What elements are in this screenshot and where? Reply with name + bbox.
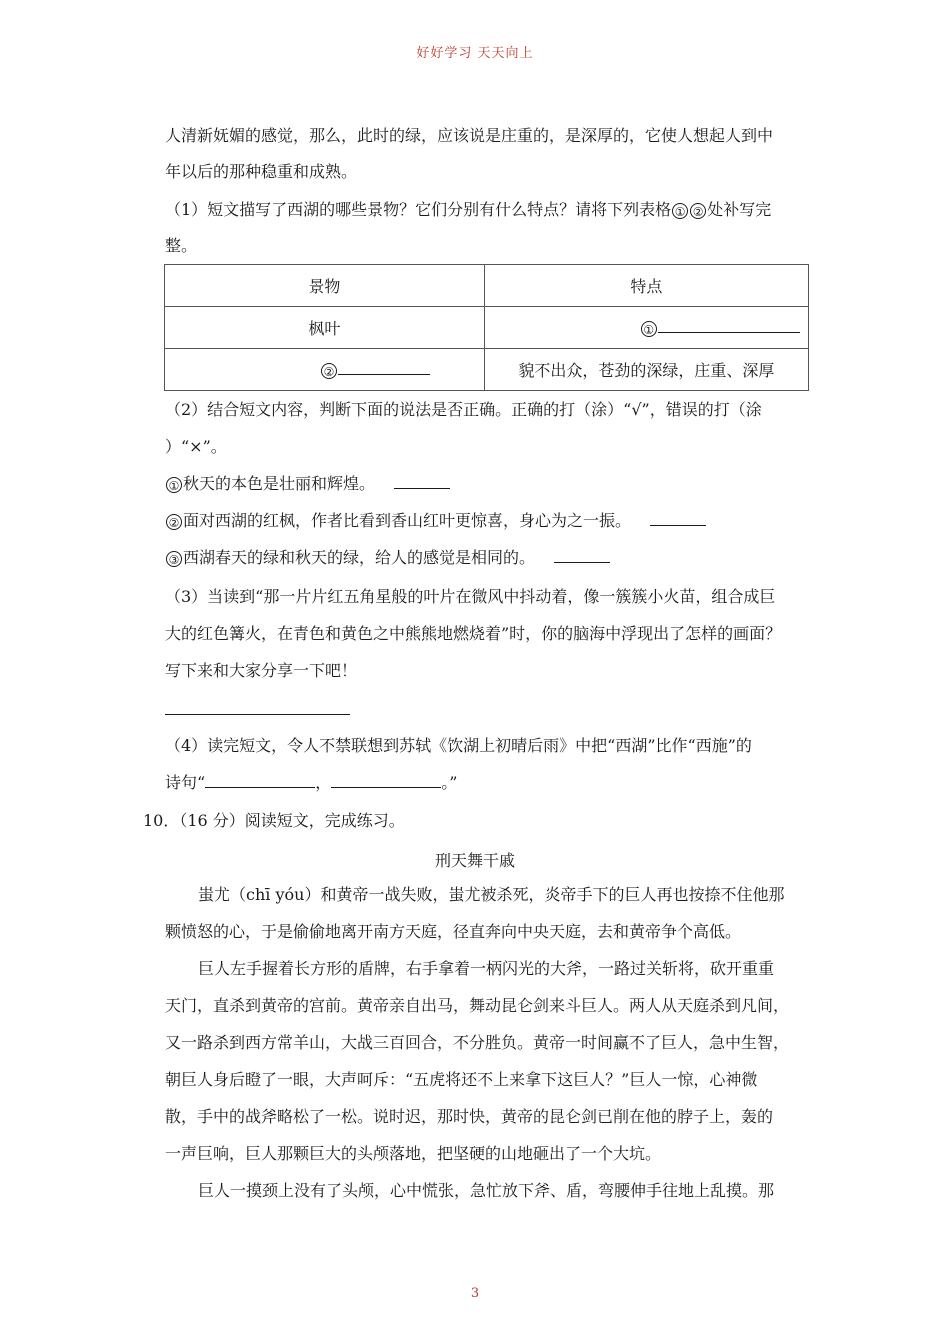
table-cell-blank-2[interactable]: [165, 349, 485, 391]
story-line: 散，手中的战斧略松了一松。说时迟，那时快，黄帝的昆仑剑已削在他的脖子上，轰的: [165, 1107, 774, 1126]
question-2-prompt: （2）结合短文内容，判断下面的说法是否正确。正确的打（涂）“√”，错误的打（涂: [165, 400, 762, 419]
table-row: [165, 349, 809, 391]
table-cell-blank-1[interactable]: [484, 307, 808, 349]
judgement-item-1: [165, 474, 810, 494]
story-line: 朝巨人身后瞪了一眼，大声呵斥：“五虎将还不上来拿下这巨人？”巨人一惊，心神微: [165, 1070, 758, 1089]
poem-prefix: 诗句“: [165, 773, 206, 792]
circled-number-1: ①: [672, 203, 688, 219]
story-line: 颗愤怒的心，于是偷偷地离开南方天庭，径直奔向中央天庭，去和黄帝争个高低。: [165, 922, 742, 941]
story-line: 天门，直杀到黄帝的宫前。黄帝亲自出马，舞动昆仑剑来斗巨人。两人从天庭杀到凡间，: [165, 996, 790, 1015]
table-header-scenery: 景物: [165, 265, 485, 307]
story-line: 巨人一摸颈上没有了头颅，心中慌张，急忙放下斧、盾，弯腰伸手往地上乱摸。那: [198, 1181, 775, 1200]
judgement-item-2: [165, 511, 810, 531]
table-cell-evergreen-feature: 貌不出众，苍劲的深绿，庄重、深厚: [484, 349, 808, 391]
circled-number-2: ②: [321, 363, 337, 379]
story-line: 巨人左手握着长方形的盾牌，右手拿着一柄闪光的大斧，一路过关斩将，砍开重重: [198, 959, 775, 978]
header-slogan: 好好学习 天天向上: [416, 46, 534, 61]
circled-number-1: ①: [641, 321, 657, 337]
table-cell-maple-leaf: 枫叶: [165, 307, 485, 349]
judgement-text: 西湖春天的绿和秋天的绿，给人的感觉是相同的。: [183, 548, 536, 567]
table-header-row: [165, 265, 809, 307]
page-number: 3: [470, 1286, 480, 1301]
judgement-blank-2[interactable]: [650, 511, 706, 526]
question-2-prompt-cont: ）“×”。: [165, 437, 227, 456]
question-3-prompt-cont: 写下来和大家分享一下吧！: [165, 661, 358, 680]
judgement-item-3: [165, 548, 810, 568]
judgement-blank-3[interactable]: [554, 548, 610, 563]
poem-blank-1[interactable]: [205, 773, 315, 788]
circled-number-3: ③: [166, 551, 182, 567]
question-4-prompt-cont: [165, 773, 810, 793]
judgement-text: 面对西湖的红枫，作者比看到香山红叶更惊喜，身心为之一振。: [183, 511, 632, 530]
judgement-blank-1[interactable]: [394, 474, 450, 489]
table-header-feature: 特点: [484, 265, 808, 307]
fill-blank-2[interactable]: [338, 360, 430, 375]
judgement-text: 秋天的本色是壮丽和辉煌。: [183, 474, 376, 493]
question-1-text: （1）短文描写了西湖的哪些景物？它们分别有什么特点？请将下列表格: [165, 200, 672, 219]
poem-comma: ，: [315, 773, 332, 792]
story-line: 又一路杀到西方常羊山，大战三百回合，不分胜负。黄帝一时间赢不了巨人，急中生智，: [165, 1033, 790, 1052]
table-row: [165, 307, 809, 349]
question-1-text-tail: 处补写完: [707, 200, 772, 219]
question-1-prompt-cont: 整。: [165, 236, 198, 255]
passage-line: 人清新妩媚的感觉，那么，此时的绿，应该说是庄重的，是深厚的，它使人想起人到中: [165, 126, 774, 145]
question-4-prompt: （4）读完短文，令人不禁联想到苏轼《饮湖上初晴后雨》中把“西湖”比作“西施”的: [165, 736, 752, 755]
answer-line[interactable]: [165, 714, 350, 715]
poem-suffix: 。”: [441, 773, 458, 792]
fill-blank-1[interactable]: [658, 318, 800, 333]
story-title: 刑天舞干戚: [434, 851, 515, 870]
story-line: 蚩尤（chī yóu）和黄帝一战失败，蚩尤被杀死，炎帝手下的巨人再也按捺不住他那: [198, 885, 785, 904]
question-1-prompt: [165, 200, 810, 220]
circled-number-1: ①: [166, 477, 182, 493]
circled-number-2: ②: [166, 514, 182, 530]
circled-number-2: ②: [690, 203, 706, 219]
question-3-prompt-cont: 大的红色篝火，在青色和黄色之中熊熊地燃烧着”时，你的脑海中浮现出了怎样的画面？: [165, 624, 782, 643]
passage-line: 年以后的那种稳重和成熟。: [165, 162, 358, 181]
feature-table: [164, 264, 809, 391]
poem-blank-2[interactable]: [331, 773, 441, 788]
story-line: 一声巨响，巨人那颗巨大的头颅落地，把坚硬的山地砸出了一个大坑。: [165, 1144, 662, 1163]
question-10-heading: 10．（16 分）阅读短文，完成练习。: [143, 811, 405, 830]
question-3-prompt: （3）当读到“那一片片红五角星般的叶片在微风中抖动着，像一簇簇小火苗，组合成巨: [165, 587, 776, 606]
